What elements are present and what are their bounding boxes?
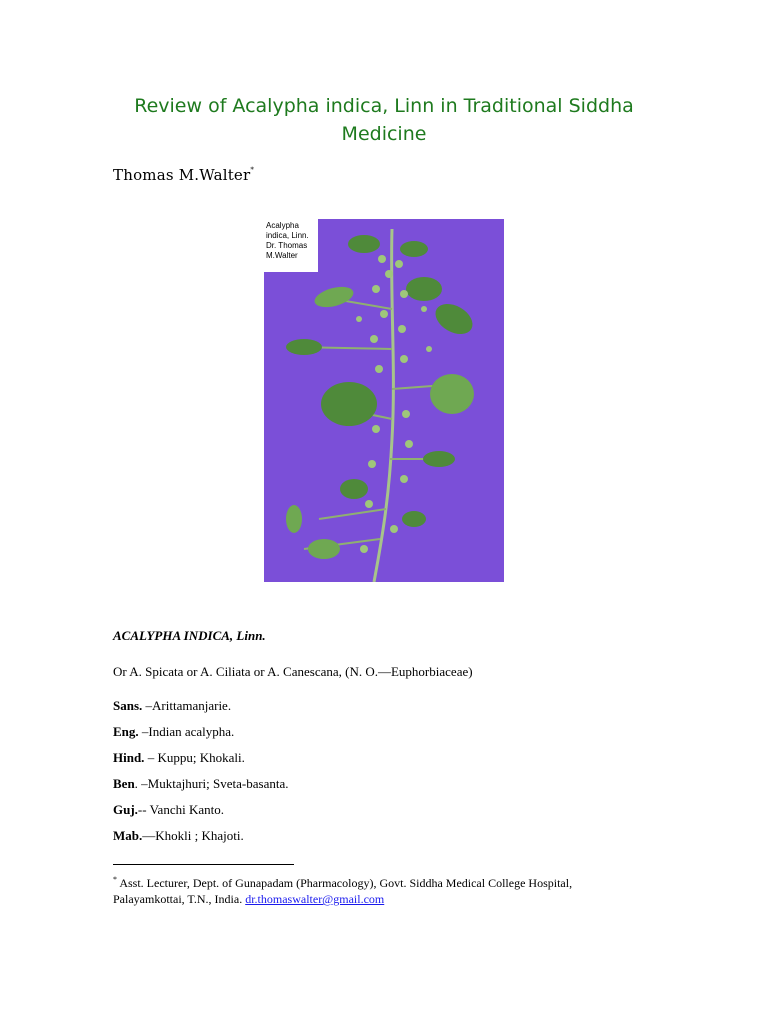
language-abbrev: Guj. [113,802,138,817]
plant-photo [264,219,504,582]
separator: – [144,750,158,765]
vernacular-name-row [113,776,288,802]
vernacular-value: Kuppu; Khokali. [157,750,245,765]
footnote-text-2: Palayamkottai, T.N., India. [113,892,246,906]
language-abbrev: Sans. [113,698,143,713]
separator: . – [134,776,148,791]
separator: -- [137,802,150,817]
footnote-mark: * [113,875,117,884]
species-heading: ACALYPHA INDICA, Linn. [113,628,266,643]
language-abbrev: Eng. [113,724,139,739]
photo-caption-label [264,219,318,272]
author-name [113,166,254,184]
vernacular-name-row [113,802,288,828]
acalypha-plant-illustration [264,219,504,582]
photo-caption-line: indica, Linn. [266,231,309,240]
vernacular-name-row [113,750,288,776]
author-name-text: Thomas M.Walter [113,166,251,184]
language-abbrev: Mab. [113,828,143,843]
separator: – [138,724,149,739]
vernacular-name-row [113,828,288,854]
photo-caption-line: Acalypha [266,221,299,230]
language-abbrev: Ben [113,776,135,791]
vernacular-value: Khokli ; Khajoti. [155,828,244,843]
vernacular-names-list [113,698,288,854]
title-line-1: Review of Acalypha indica, Linn in Traditional Siddha [134,95,634,117]
vernacular-value: Arittamanjarie. [152,698,232,713]
vernacular-value: Vanchi Kanto. [149,802,224,817]
footnote-divider [113,864,294,865]
vernacular-value: Muktajhuri; Sveta-basanta. [147,776,289,791]
synonyms-line: Or A. Spicata or A. Ciliata or A. Canescana, (N. O.—Euphorbiaceae) [113,664,473,679]
document-title [100,92,668,148]
vernacular-name-row [113,698,288,724]
separator: — [142,828,156,843]
photo-caption-line: Dr. Thomas [266,241,308,250]
author-footnote-mark: * [250,166,255,174]
author-email-link[interactable]: dr.thomaswalter@gmail.com [245,892,385,906]
footnote [113,872,633,907]
separator: – [142,698,153,713]
vernacular-name-row [113,724,288,750]
footnote-text: Asst. Lecturer, Dept. of Gunapadam (Pharmacology), Govt. Siddha Medical College Hospital, [117,876,573,890]
language-abbrev: Hind. [113,750,145,765]
title-line-2: Medicine [341,123,427,145]
photo-caption-line: M.Walter [266,251,298,260]
vernacular-value: Indian acalypha. [148,724,235,739]
